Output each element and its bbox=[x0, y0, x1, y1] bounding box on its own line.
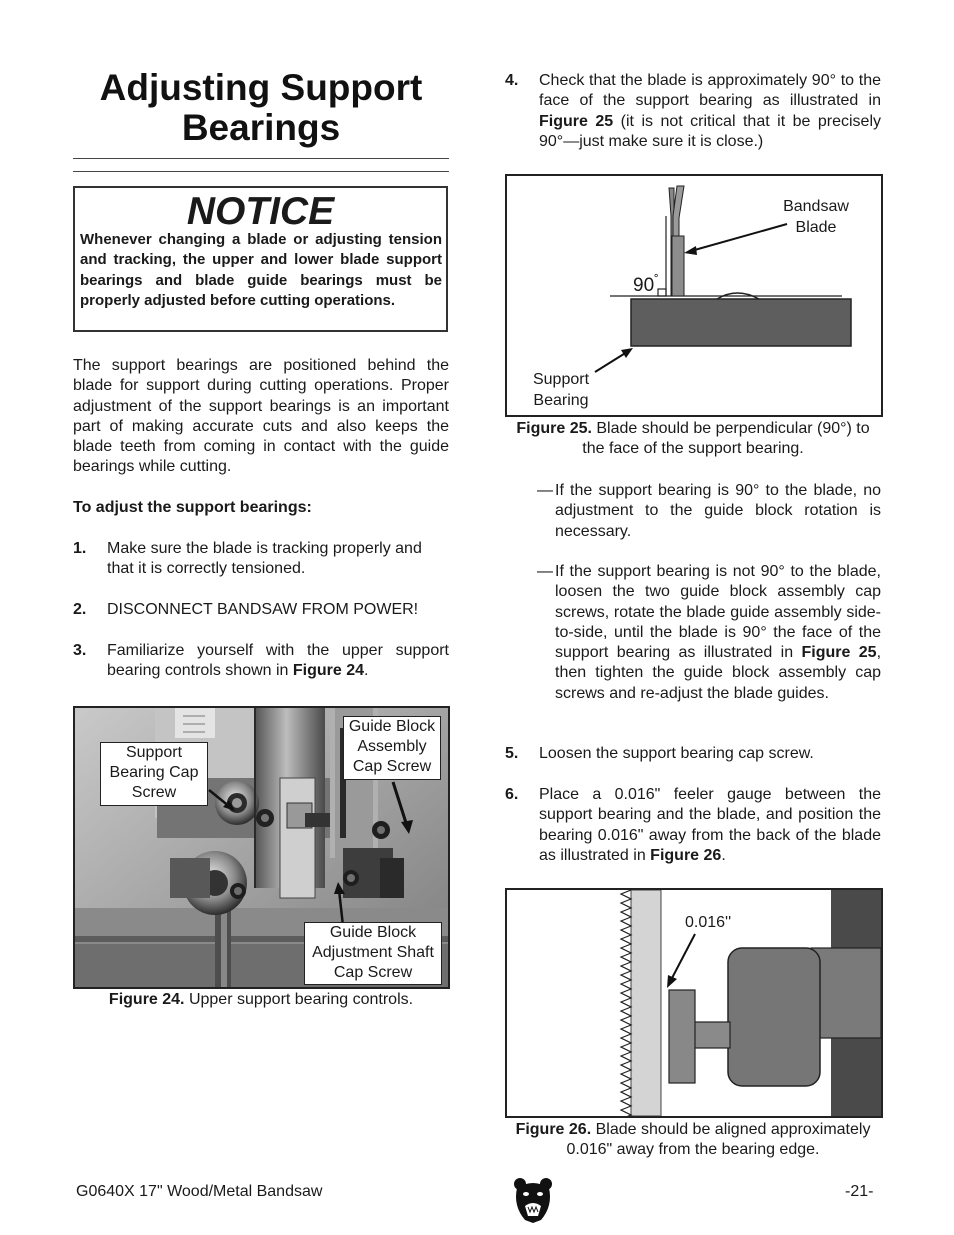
label-gap-measurement: 0.016'' bbox=[685, 914, 732, 931]
callout-guide-block-adjustment-shaft-cap-screw: Guide Block Adjustment Shaft Cap Screw bbox=[304, 922, 442, 985]
step-number: 1. bbox=[73, 540, 87, 557]
title-rule-top bbox=[73, 158, 449, 159]
figure-26-caption bbox=[505, 1120, 881, 1161]
step-number: 6. bbox=[505, 786, 519, 803]
label-90-degrees: 90˚ bbox=[633, 272, 659, 296]
step-text: Loosen the support bearing cap screw. bbox=[539, 745, 814, 762]
bear-head-icon bbox=[513, 1176, 553, 1224]
step-number: 2. bbox=[73, 601, 87, 618]
step-number: 5. bbox=[505, 745, 519, 762]
footer-page-number: -21- bbox=[845, 1183, 874, 1200]
title-rule-bottom bbox=[73, 171, 449, 172]
caption-label: Figure 26. bbox=[515, 1121, 592, 1138]
caption-text: Upper support bearing controls. bbox=[184, 991, 414, 1008]
notice-box bbox=[73, 186, 448, 332]
support-bearing-shape bbox=[631, 299, 851, 346]
caption-text: Blade should be perpendicular (90°) to the face of the support bearing. bbox=[582, 420, 870, 458]
caption-text: Blade should be aligned approximately 0.016" away from the bearing edge. bbox=[566, 1121, 871, 1159]
page-title: Adjusting Support Bearings bbox=[99, 67, 423, 148]
procedure-heading: To adjust the support bearings: bbox=[73, 499, 312, 516]
footer-model: G0640X 17" Wood/Metal Bandsaw bbox=[76, 1183, 323, 1200]
step-text: Familiarize yourself with the upper support bearing controls shown in Figure 24. bbox=[107, 642, 449, 680]
callout-guide-block-assembly-cap-screw: Guide Block Assembly Cap Screw bbox=[343, 716, 441, 780]
callout-support-bearing-cap-screw: Support Bearing Cap Screw bbox=[100, 742, 208, 806]
intro-paragraph: The support bearings are positioned behind the blade for support during cutting operations. Proper adjustment of the support bearings is an important part of making accurate cuts and also keeps the blade teeth from coming in contact with the guide bearings while cutting. bbox=[73, 357, 449, 476]
figure-25-caption bbox=[505, 419, 881, 460]
figure-26 bbox=[505, 888, 883, 1118]
support-bearing-shape bbox=[728, 948, 820, 1086]
figure-24-caption bbox=[73, 990, 449, 1010]
figure-25 bbox=[505, 174, 883, 417]
step-text: DISCONNECT BANDSAW FROM POWER! bbox=[107, 601, 419, 618]
caption-label: Figure 25. bbox=[516, 420, 592, 437]
notice-heading: NOTICE bbox=[186, 190, 335, 233]
figure-reference: Figure 25 bbox=[539, 112, 614, 130]
step-number: 4. bbox=[505, 72, 519, 89]
label-bandsaw-blade: Bandsaw Blade bbox=[783, 198, 849, 236]
sub-step-text: If the support bearing is 90° to the blade, no adjustment to the guide block rotation is necessary. bbox=[555, 482, 881, 540]
step-text: Place a 0.016" feeler gauge between the support bearing and the blade, and position the bearing 0.016" away from the back of the blade as illustrated in Figure 26. bbox=[539, 786, 881, 864]
sub-step-text: If the support bearing is not 90° to the blade, loosen the two guide block assembly cap screws, rotate the blade guide assembly side-to-side, until the blade is 90° the face of the support bearing as illustrated in Figure 25, then tighten the guide block assembly cap screws and re-adjust the blade guides. bbox=[555, 563, 882, 702]
notice-text: Whenever changing a blade or adjusting tension and tracking, the upper and lower blade support bearings and blade guide bearings must be properly adjusted before cutting operations. bbox=[80, 231, 442, 310]
figure-reference: Figure 25 bbox=[801, 644, 877, 662]
caption-label: Figure 24. bbox=[108, 991, 185, 1008]
figure-reference: Figure 26 bbox=[650, 846, 722, 864]
label-support-bearing: Support Bearing bbox=[532, 371, 590, 409]
step-text: Make sure the blade is tracking properly and that it is correctly tensioned. bbox=[107, 540, 422, 578]
figure-reference: Figure 24 bbox=[292, 662, 365, 680]
step-text: Check that the blade is approximately 90° to the face of the support bearing as illustrated in Figure 25 (it is not critical that it be precisely 90°—just make sure it is close.) bbox=[539, 72, 882, 150]
figure-24 bbox=[73, 706, 450, 989]
step-number: 3. bbox=[73, 642, 87, 659]
